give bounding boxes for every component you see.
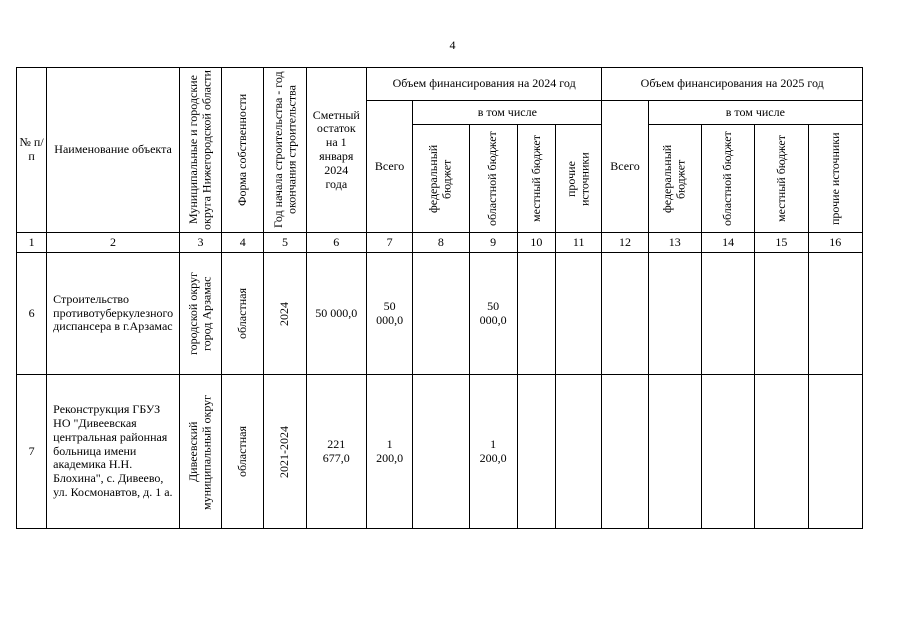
- ownership-text: областная: [235, 288, 250, 339]
- ownership-cell: [222, 253, 264, 375]
- federal-2025-cell: [648, 253, 701, 375]
- estimate-cell: 221 677,0: [306, 375, 366, 529]
- column-number: 2: [47, 233, 180, 253]
- municipality-text: городской округ город Арзамас: [186, 272, 214, 355]
- total-2024-cell: 50 000,0: [366, 253, 412, 375]
- header-local-2024-text: местный бюджет: [528, 135, 543, 222]
- column-number: 9: [469, 233, 517, 253]
- page-number: 4: [449, 38, 456, 52]
- municipality-cell: [179, 253, 221, 375]
- column-number: 4: [222, 233, 264, 253]
- column-number: 11: [556, 233, 602, 253]
- other-2025-cell: [808, 375, 862, 529]
- header-other-2024: [556, 125, 602, 233]
- total-2025-cell: [602, 253, 648, 375]
- column-number: 15: [755, 233, 808, 253]
- column-number: 16: [808, 233, 862, 253]
- years-cell: [264, 375, 306, 529]
- regional-2025-cell: [701, 253, 754, 375]
- header-ownership-text: Форма собственности: [235, 93, 250, 207]
- column-number: 8: [413, 233, 469, 253]
- header-row-1: [17, 68, 863, 101]
- column-number: 3: [179, 233, 221, 253]
- other-2025-cell: [808, 253, 862, 375]
- column-number: 6: [306, 233, 366, 253]
- regional-2024-cell: 1 200,0: [469, 375, 517, 529]
- header-no: № п/п: [17, 68, 47, 233]
- table-row: [17, 253, 863, 375]
- local-2025-cell: [755, 253, 808, 375]
- local-2025-cell: [755, 375, 808, 529]
- header-years-text: Год начала строительства - год окончания строительства: [270, 71, 298, 229]
- federal-2025-cell: [648, 375, 701, 529]
- total-2024-cell: 1 200,0: [366, 375, 412, 529]
- header-local-2025: [755, 125, 808, 233]
- municipality-cell: [179, 375, 221, 529]
- total-2025-cell: [602, 375, 648, 529]
- header-name: Наименование объекта: [47, 68, 180, 233]
- header-other-2025-text: прочие источники: [827, 132, 842, 225]
- header-municipality: [179, 68, 221, 233]
- header-local-2025-text: местный бюджет: [773, 135, 788, 222]
- column-number: 7: [366, 233, 412, 253]
- years-text: 2021-2024: [277, 425, 292, 478]
- header-total-2024: Всего: [366, 101, 412, 233]
- object-name: Реконструкция ГБУЗ НО "Дивеевская центральная районная больница имени академика Н.Н. Блохина", с. Дивеево, ул. Космонавтов, д. 1 а.: [47, 375, 180, 529]
- ownership-text: областная: [235, 426, 250, 477]
- header-total-2025: Всего: [602, 101, 648, 233]
- other-2024-cell: [556, 375, 602, 529]
- header-including-2025: в том числе: [648, 101, 862, 125]
- column-number: 12: [602, 233, 648, 253]
- row-no: 7: [17, 375, 47, 529]
- years-cell: [264, 253, 306, 375]
- row-no: 6: [17, 253, 47, 375]
- estimate-cell: 50 000,0: [306, 253, 366, 375]
- regional-2024-cell: 50 000,0: [469, 253, 517, 375]
- financing-table: [16, 67, 863, 529]
- header-federal-2024-text: федеральный бюджет: [426, 144, 454, 213]
- column-number: 13: [648, 233, 701, 253]
- regional-2025-cell: [701, 375, 754, 529]
- header-regional-2025: [701, 125, 754, 233]
- header-federal-2025-text: федеральный бюджет: [660, 144, 688, 213]
- header-regional-2024-text: областной бюджет: [485, 131, 500, 226]
- header-other-2025: [808, 125, 862, 233]
- header-group-2025: Объем финансирования на 2025 год: [602, 68, 863, 101]
- header-federal-2025: [648, 125, 701, 233]
- header-regional-2025-text: областной бюджет: [720, 131, 735, 226]
- header-federal-2024: [413, 125, 469, 233]
- ownership-cell: [222, 375, 264, 529]
- table-row: [17, 375, 863, 529]
- header-local-2024: [517, 125, 555, 233]
- header-years: [264, 68, 306, 233]
- column-number: 10: [517, 233, 555, 253]
- column-number-row: [17, 233, 863, 253]
- federal-2024-cell: [413, 253, 469, 375]
- header-estimate: Сметный остаток на 1 января 2024 года: [306, 68, 366, 233]
- header-group-2024: Объем финансирования на 2024 год: [366, 68, 601, 101]
- header-municipality-text: Муниципальные и городские округа Нижегородской области: [186, 70, 214, 230]
- local-2024-cell: [517, 253, 555, 375]
- years-text: 2024: [277, 301, 292, 326]
- local-2024-cell: [517, 375, 555, 529]
- federal-2024-cell: [413, 375, 469, 529]
- header-regional-2024: [469, 125, 517, 233]
- other-2024-cell: [556, 253, 602, 375]
- column-number: 1: [17, 233, 47, 253]
- header-including-2024: в том числе: [413, 101, 602, 125]
- object-name: Строительство противотуберкулезного диспансера в г.Арзамас: [47, 253, 180, 375]
- column-number: 5: [264, 233, 306, 253]
- column-number: 14: [701, 233, 754, 253]
- municipality-text: Дивеевский муниципальный округ: [186, 393, 214, 510]
- header-other-2024-text: прочие источники: [564, 151, 592, 206]
- header-ownership: [222, 68, 264, 233]
